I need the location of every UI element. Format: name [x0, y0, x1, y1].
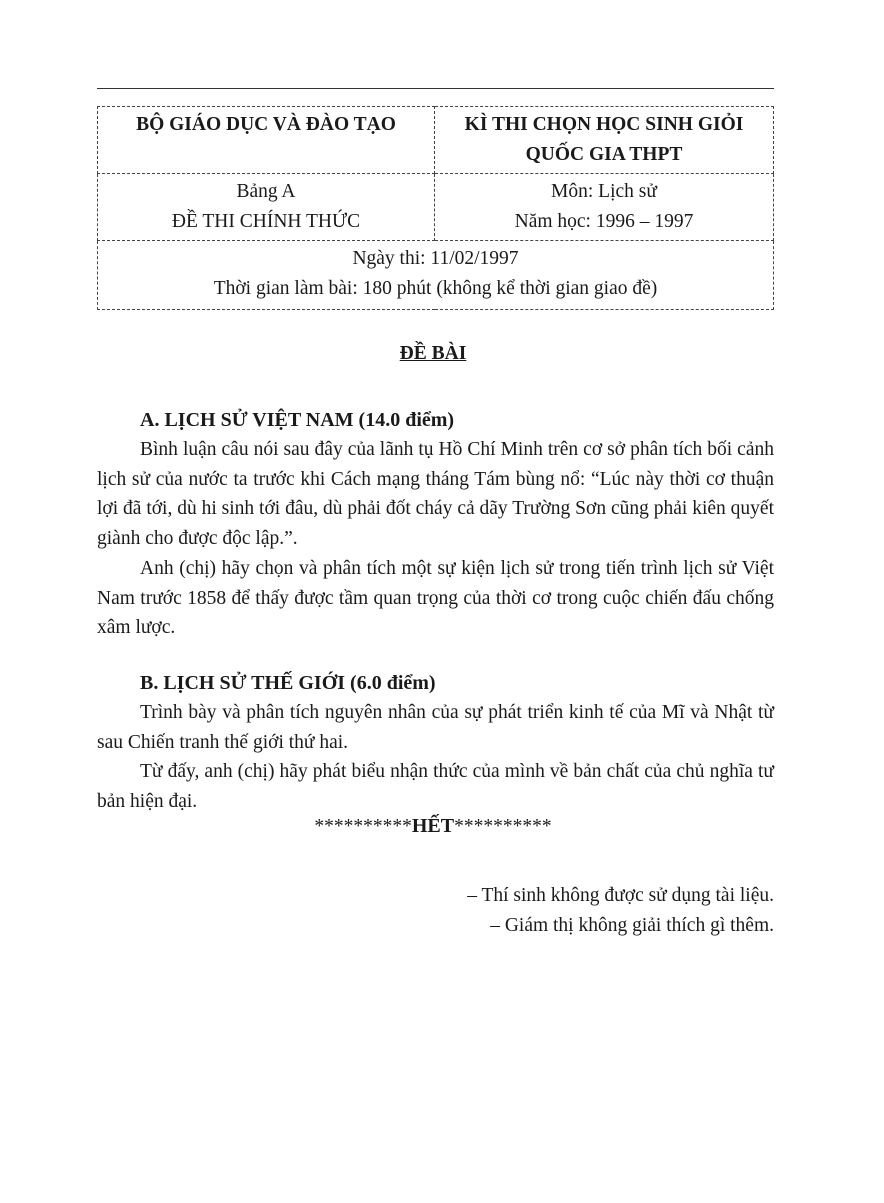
page-title: ĐỀ BÀI: [399, 343, 467, 364]
end-marker: [0, 815, 866, 838]
board-cell: [98, 174, 435, 241]
section-b-paragraph: Từ đấy, anh (chị) hãy phát biểu nhận thức của mình về bản chất của chủ nghĩa tư bản hiện đại.: [97, 761, 774, 813]
section-b-paragraph: Trình bày và phân tích nguyên nhân của sự phát triển kinh tế của Mĩ và Nhật từ sau Chiến tranh thế giới thứ hai.: [97, 702, 774, 753]
section-a: [97, 405, 774, 643]
ministry: BỘ GIÁO DỤC VÀ ĐÀO TẠO: [136, 114, 396, 135]
section-a-paragraph: Anh (chị) hãy chọn và phân tích một sự kiện lịch sử trong tiến trình lịch sử Việt Nam trước 1858 để thấy được tầm quan trọng của thời cơ trong cuộc chiến đấu chống xâm lược.: [97, 557, 774, 639]
end-stars-right: **********: [454, 816, 552, 837]
end-word: HẾT: [411, 815, 455, 837]
note-item: – Thí sinh không được sử dụng tài liệu.: [467, 885, 774, 906]
notes: [467, 881, 774, 941]
exam-duration: Thời gian làm bài: 180 phút (không kể thời gian giao đề): [213, 278, 658, 299]
school-year: Năm học: 1996 – 1997: [514, 211, 694, 232]
board: Bảng A: [236, 181, 296, 202]
subject: Môn: Lịch sử: [551, 181, 657, 202]
note-item: – Giám thị không giải thích gì thêm.: [490, 915, 774, 936]
exam-name-line2: QUỐC GIA THPT: [525, 144, 683, 165]
exam-header-table: [97, 106, 774, 310]
section-a-heading: A. LỊCH SỬ VIỆT NAM (14.0 điểm): [140, 409, 455, 431]
official-label: ĐỀ THI CHÍNH THỨC: [171, 211, 361, 232]
section-b-heading: B. LỊCH SỬ THẾ GIỚI (6.0 điểm): [140, 672, 436, 694]
exam-date: Ngày thi: 11/02/1997: [352, 248, 519, 269]
exam-name-cell: [435, 107, 774, 174]
date-cell: [98, 241, 774, 310]
ministry-cell: [98, 107, 435, 174]
top-rule: [97, 88, 774, 89]
exam-name-line1: KÌ THI CHỌN HỌC SINH GIỎI: [464, 114, 744, 135]
section-b: [97, 668, 774, 817]
subject-cell: [435, 174, 774, 241]
end-stars-left: **********: [314, 816, 412, 837]
section-a-paragraph: Bình luận câu nói sau đây của lãnh tụ Hồ Chí Minh trên cơ sở phân tích bối cảnh lịch sử của nước ta trước khi Cách mạng tháng Tám bùng nổ: “Lúc này thời cơ thuận lợi đã tới, dù hi sinh tới đâu, dù phải đốt cháy cả dãy Trường Sơn cũng phải kiên quyết giành cho được độc lập.”.: [97, 439, 774, 550]
